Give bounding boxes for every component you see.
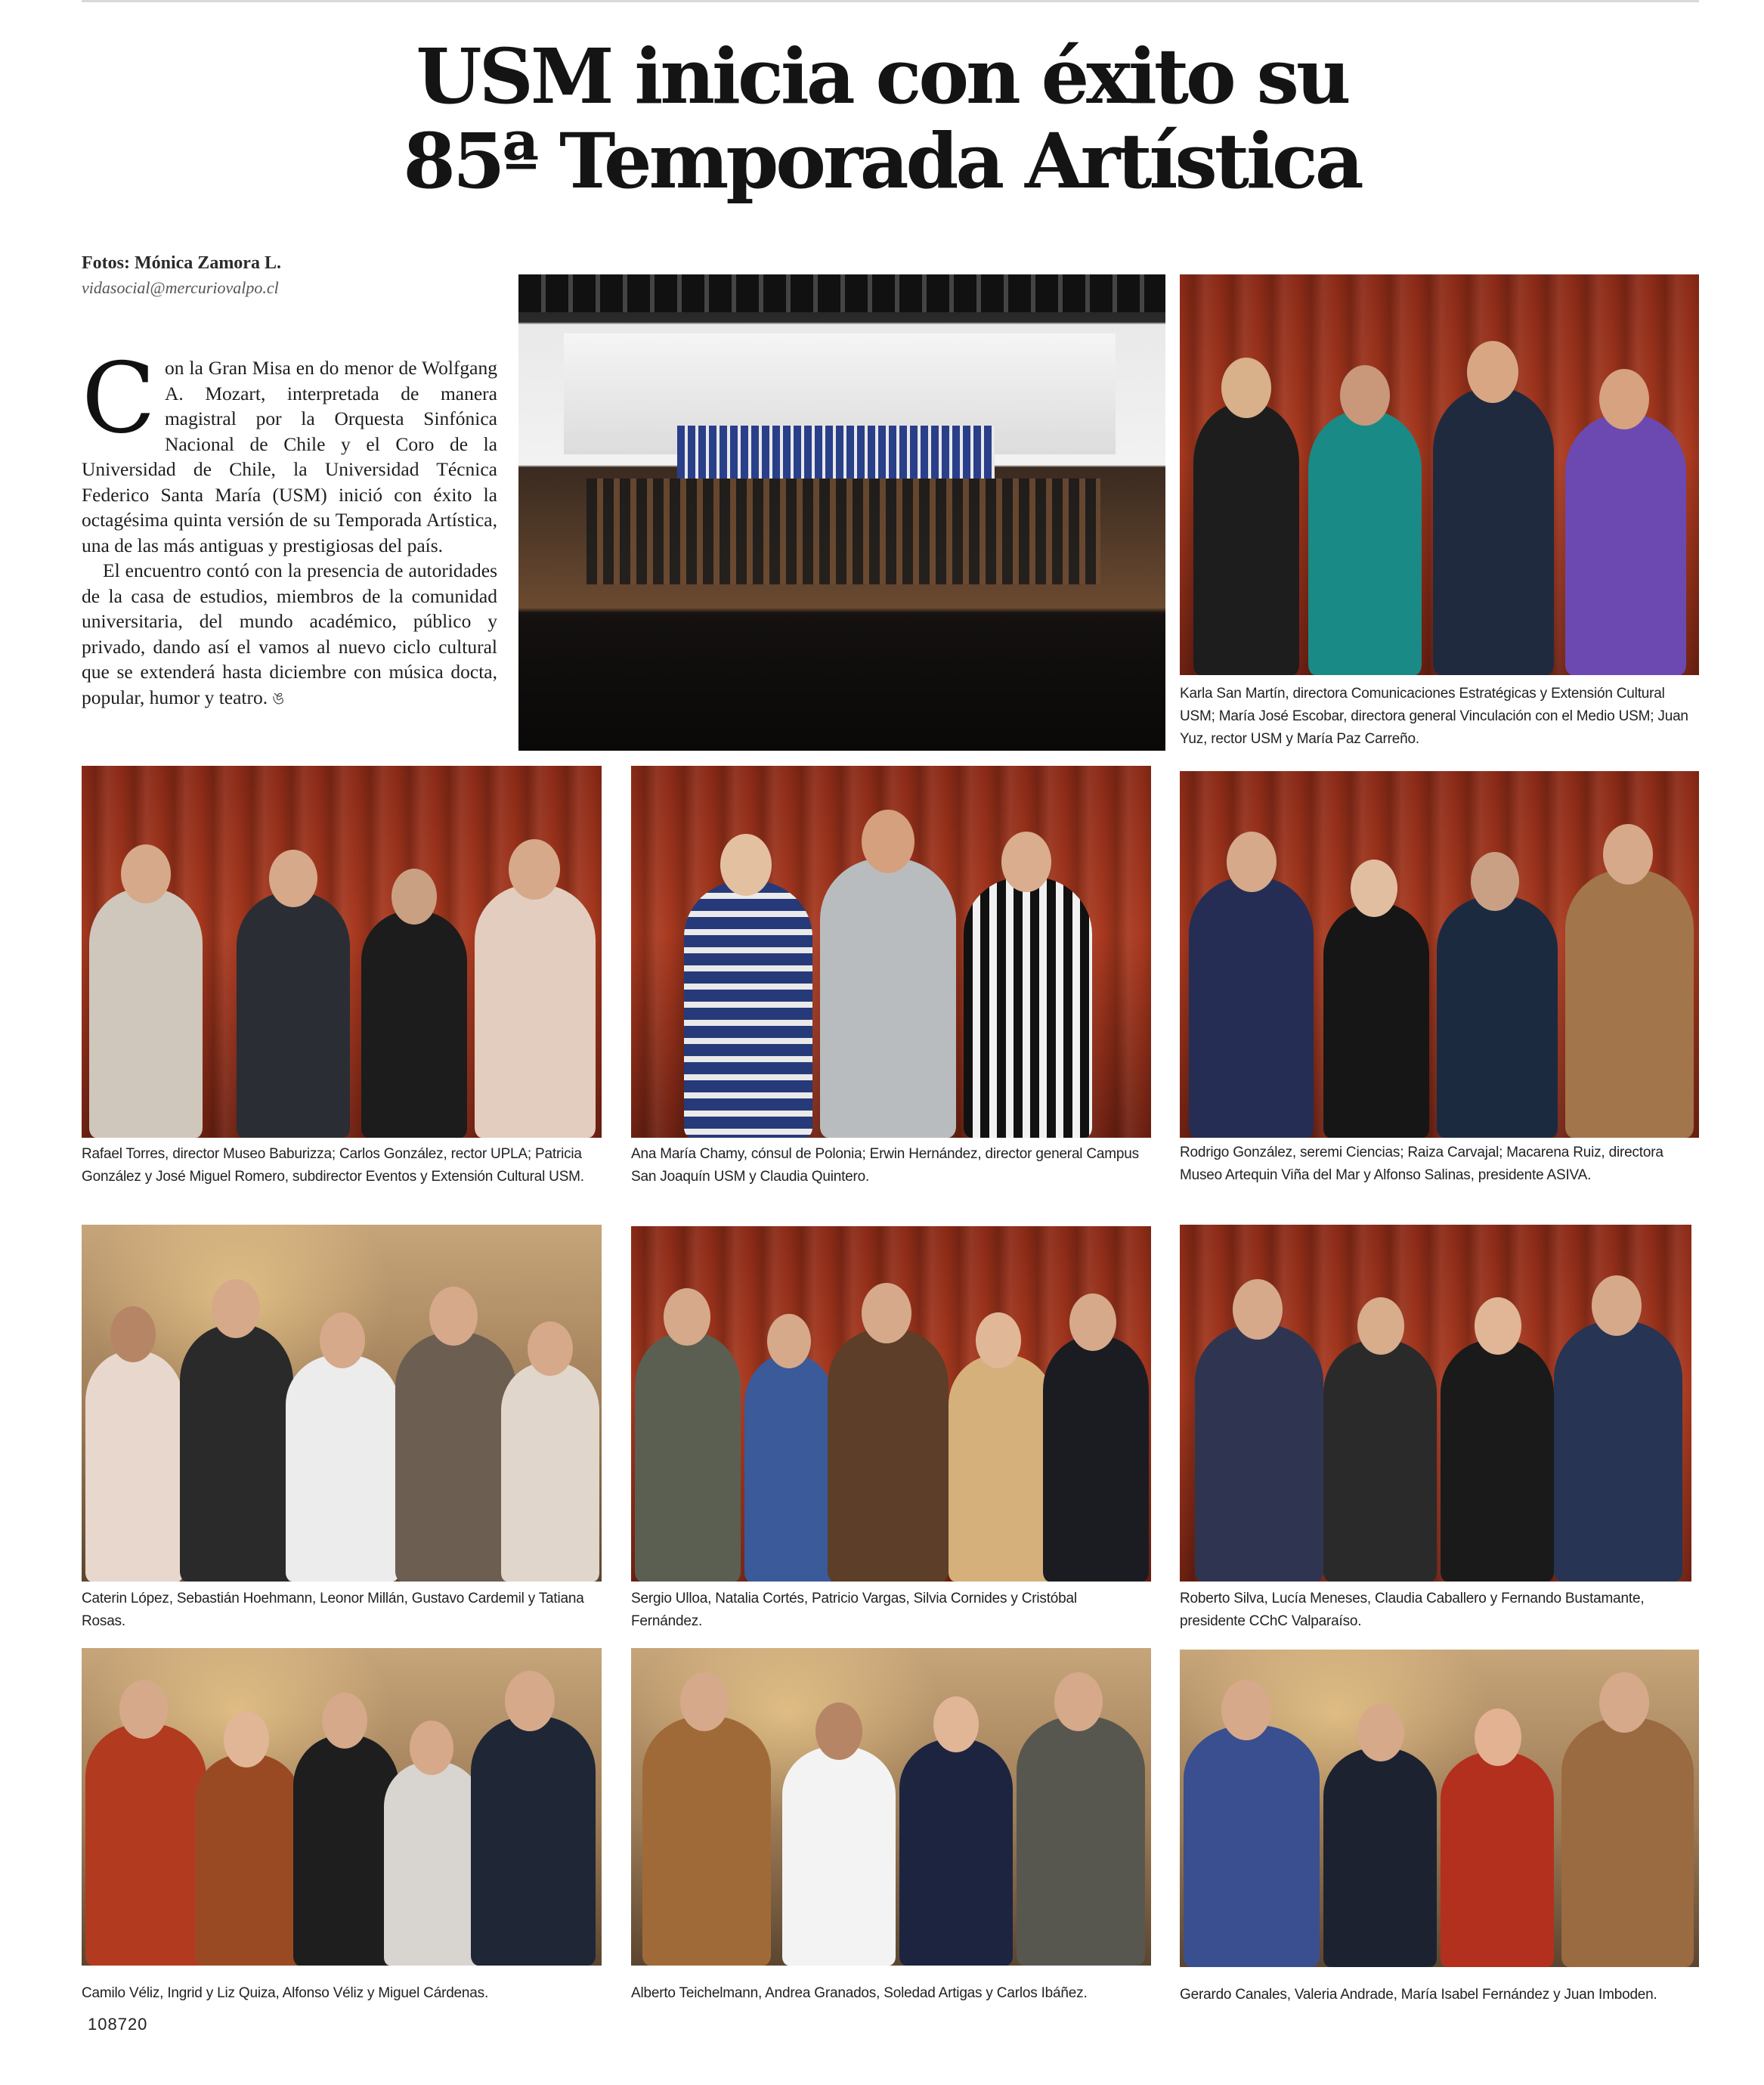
- page-number: 108720: [88, 2015, 148, 2034]
- end-mark-icon: ঙ: [272, 688, 285, 708]
- photographer: Fotos: Mónica Zamora L.: [82, 253, 281, 273]
- caption-row4-left: Camilo Véliz, Ingrid y Liz Quiza, Alfonso Véliz y Miguel Cárdenas.: [82, 1985, 489, 2001]
- caption-row3-left: Caterin López, Sebastián Hoehmann, Leonor Millán, Gustavo Cardemil y Tatiana Rosas.: [82, 1591, 584, 1629]
- caption-authorities: Karla San Martín, directora Comunicaciones Estratégicas y Extensión Cultural USM; María José Escobar, directora general Vinculación con el Medio USM; Juan Yuz, rector USM y María Paz Carreño.: [1180, 686, 1688, 747]
- photo-row3-left: [82, 1225, 602, 1582]
- headline-line-1: USM inicia con éxito su: [416, 32, 1348, 121]
- contact-email[interactable]: vidasocial@mercuriovalpo.cl: [82, 278, 279, 297]
- caption-row2-right: Rodrigo González, seremi Ciencias; Raiza Carvajal; Macarena Ruiz, directora Museo Artequin Viña del Mar y Alfonso Salinas, presidente ASIVA.: [1180, 1145, 1663, 1183]
- photo-credit: [82, 253, 281, 298]
- caption-row2-mid: Ana María Chamy, cónsul de Polonia; Erwin Hernández, director general Campus San Joaquín USM y Claudia Quintero.: [631, 1146, 1139, 1185]
- photo-authorities: [1180, 274, 1699, 675]
- drop-cap: C: [82, 342, 156, 455]
- photo-row4-mid: [631, 1648, 1151, 1966]
- top-rule: [82, 0, 1699, 2]
- photo-row3-right: [1180, 1225, 1691, 1582]
- photo-row4-right: [1180, 1650, 1699, 1967]
- photo-row4-left: [82, 1648, 602, 1966]
- photo-row2-left: [82, 766, 602, 1138]
- headline-line-2: 85ª Temporada Artística: [403, 116, 1361, 206]
- orchestra-photo: [518, 274, 1165, 751]
- caption-row4-right: Gerardo Canales, Valeria Andrade, María Isabel Fernández y Juan Imboden.: [1180, 1987, 1657, 2003]
- caption-row3-mid: Sergio Ulloa, Natalia Cortés, Patricio Vargas, Silvia Cornides y Cristóbal Fernández.: [631, 1591, 1077, 1629]
- photo-row3-mid: [631, 1226, 1151, 1582]
- article-body: [82, 342, 497, 711]
- photo-row2-mid: [631, 766, 1151, 1138]
- caption-row4-mid: Alberto Teichelmann, Andrea Granados, Soledad Artigas y Carlos Ibáñez.: [631, 1985, 1088, 2001]
- article-paragraph-1: Con la Gran Misa en do menor de Wolfgang A. Mozart, interpretada de manera magistral por la Orquesta Sinfónica Nacional de Chile y el Coro de la Universidad de Chile, la Universidad Técnica Federico Santa María (USM) inició con éxito la octagésima quinta versión de su Temporada Artística, una de las más antiguas y prestigiosas del país.: [82, 342, 497, 556]
- article-paragraph-2: El encuentro contó con la presencia de autoridades de la casa de estudios, miembros de la comunidad universitaria, del mundo académico, público y privado, dando así el vamos al nuevo ciclo cultural que se extenderá hasta diciembre con música docta, popular, humor y teatro. ঙ: [82, 559, 497, 708]
- headline: [0, 32, 1764, 206]
- caption-row3-right: Roberto Silva, Lucía Meneses, Claudia Caballero y Fernando Bustamante, presidente CChC Valparaíso.: [1180, 1591, 1645, 1629]
- caption-row2-left: Rafael Torres, director Museo Baburizza; Carlos González, rector UPLA; Patricia González y José Miguel Romero, subdirector Eventos y Extensión Cultural USM.: [82, 1146, 584, 1185]
- photo-row2-right: [1180, 771, 1699, 1138]
